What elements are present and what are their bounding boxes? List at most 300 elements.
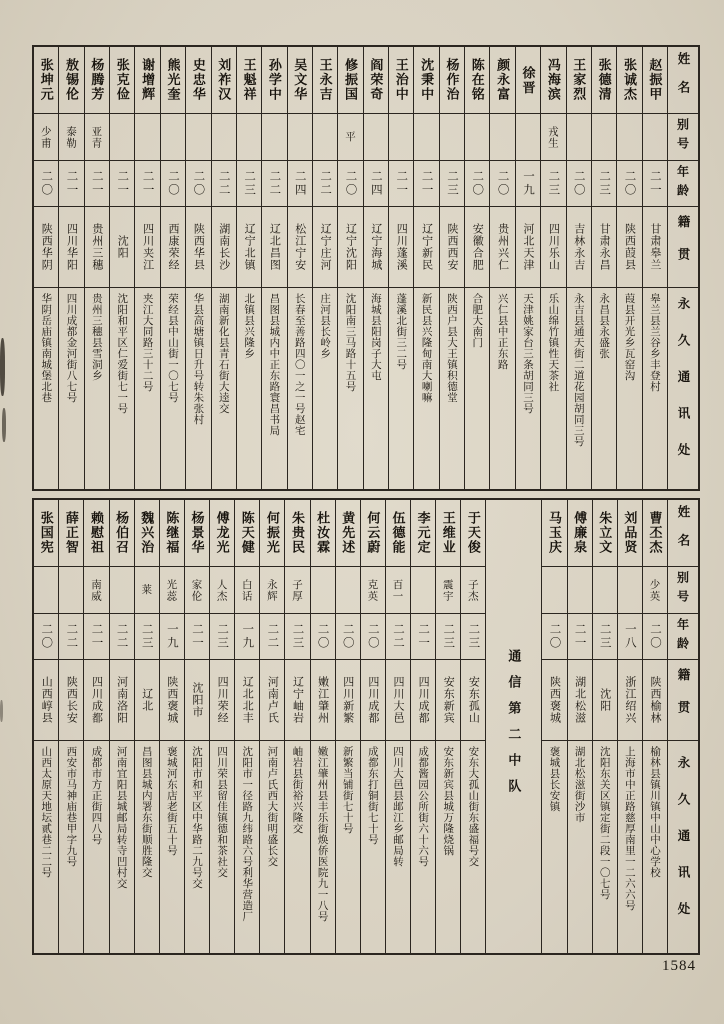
person-alias: [84, 567, 108, 614]
person-column: [388, 47, 413, 489]
person-name-text: 李元定: [415, 511, 431, 555]
person-address-text: 榆林县镇川镇中山中心学校: [648, 746, 661, 878]
person-alias: [235, 567, 259, 614]
person-name-text: 熊光奎: [165, 58, 181, 102]
person-address: [542, 741, 566, 953]
person-age: [161, 161, 185, 207]
person-column: [134, 47, 159, 489]
person-address-text: 新繁当铺街七十号: [341, 746, 354, 834]
person-native-text: 西康荣经: [166, 223, 179, 271]
person-alias-text: 震宇: [441, 578, 454, 602]
person-native-text: 辽宁岫岩: [291, 676, 304, 724]
person-alias: [85, 114, 109, 161]
person-native: [110, 207, 134, 288]
person-age-text: 二〇: [572, 170, 585, 197]
person-native: [186, 207, 210, 288]
person-alias: [338, 114, 362, 161]
person-column: [410, 500, 435, 953]
person-age-text: 二〇: [166, 170, 179, 197]
person-name-text: 王魁祥: [241, 58, 257, 102]
person-native: [592, 207, 616, 288]
person-name-text: 冯海滨: [545, 58, 561, 102]
person-alias: [186, 114, 210, 161]
person-native: [212, 207, 236, 288]
person-age: [237, 161, 261, 207]
person-native-text: 陕西西安: [445, 223, 458, 271]
person-native-text: 嫩江肇州: [316, 676, 329, 724]
person-name: [59, 500, 83, 567]
header-address-text: 永久通讯处: [676, 755, 690, 939]
person-age: [541, 161, 565, 207]
person-native-text: 四川荣经: [216, 676, 229, 724]
person-native: [34, 660, 58, 741]
person-address: [235, 741, 259, 953]
person-native-text: 陕西葭县: [623, 223, 636, 271]
person-column: [335, 500, 360, 953]
person-native: [617, 207, 641, 288]
person-column: [337, 47, 362, 489]
person-address: [262, 288, 286, 489]
person-column: [567, 500, 592, 953]
person-native-text: 安东新宾: [442, 676, 455, 724]
person-age-text: 二四: [293, 170, 306, 197]
person-age-text: 二一: [90, 623, 103, 650]
person-address: [212, 288, 236, 489]
person-address-text: 陕西户县大王镇积德堂: [445, 293, 458, 403]
person-name: [643, 47, 667, 114]
person-alias: [110, 114, 134, 161]
person-address: [338, 288, 362, 489]
header-name: [668, 500, 698, 567]
person-age-text: 二一: [141, 170, 154, 197]
person-native: [411, 660, 435, 741]
person-age: [288, 161, 312, 207]
person-native-text: 安东孤山: [467, 676, 480, 724]
person-address-text: 葭县开光乡瓦窑沟: [623, 293, 636, 381]
person-name: [110, 500, 134, 567]
person-alias-text: 子杰: [466, 578, 479, 602]
header-address-text: 永久通讯处: [676, 297, 690, 480]
person-age: [440, 161, 464, 207]
person-column: [642, 500, 667, 953]
person-column: [312, 47, 337, 489]
person-column: [591, 47, 616, 489]
person-age: [617, 161, 641, 207]
person-native-text: 贵州兴仁: [496, 223, 509, 271]
person-name-text: 杨景华: [189, 511, 205, 555]
person-address: [237, 288, 261, 489]
person-address: [186, 288, 210, 489]
person-alias: [568, 567, 592, 614]
person-native-text: 四川华阳: [65, 223, 78, 271]
person-name-text: 朱立文: [597, 511, 613, 555]
person-address-text: 沈阳市一径路九纬路六号利华营造厂: [241, 746, 254, 922]
person-native-text: 陕西褒城: [165, 676, 178, 724]
person-name: [411, 500, 435, 567]
person-native: [110, 660, 134, 741]
person-native-text: 陕西榆林: [648, 676, 661, 724]
person-native-text: 河南洛阳: [115, 676, 128, 724]
person-name: [541, 47, 565, 114]
person-alias: [436, 567, 460, 614]
header-age-text: 年龄: [675, 617, 690, 656]
person-name: [212, 47, 236, 114]
person-address-text: 四川大邑县䢺江乡邮局转: [391, 746, 404, 867]
person-native-text: 河北天津: [522, 223, 535, 271]
person-column: [34, 500, 58, 953]
person-native: [262, 207, 286, 288]
person-native-text: 四川新繁: [341, 676, 354, 724]
person-name: [313, 47, 337, 114]
person-alias: [411, 567, 435, 614]
person-native: [516, 207, 540, 288]
person-name-text: 傅廉泉: [572, 511, 588, 555]
person-column: [209, 500, 234, 953]
unit-label-text: 通信第二中队: [506, 648, 522, 805]
person-address-text: 沈阳南三马路十五号: [344, 293, 357, 392]
person-address: [313, 288, 337, 489]
person-alias-text: 亚青: [90, 125, 103, 149]
person-address: [568, 741, 592, 953]
person-address-text: 安东新宾县城万隆烧锅: [442, 746, 455, 856]
person-column: [109, 500, 134, 953]
person-native: [643, 660, 667, 741]
person-alias-text: 莱: [140, 584, 153, 596]
person-column: [616, 47, 641, 489]
person-name-text: 曹丕杰: [647, 511, 663, 555]
person-native: [389, 207, 413, 288]
person-age-text: 二〇: [366, 623, 379, 650]
roster-table-bottom: [32, 498, 700, 955]
person-age-text: 二二: [65, 623, 78, 650]
person-age: [567, 161, 591, 207]
person-age-text: 二三: [442, 623, 455, 650]
person-column: [592, 500, 617, 953]
person-native-text: 吉林永吉: [572, 223, 585, 271]
person-address-text: 褒城河东店老街五十号: [165, 746, 178, 856]
person-name-text: 史忠华: [190, 58, 206, 102]
header-age: [668, 614, 698, 660]
header-native: [668, 207, 698, 288]
person-name: [490, 47, 514, 114]
person-address-text: 四川荣县留佳镇德和茶社交: [216, 746, 229, 878]
person-column: [84, 47, 109, 489]
person-age-text: 二一: [648, 170, 661, 197]
person-name: [235, 500, 259, 567]
person-age: [160, 614, 184, 660]
person-alias-text: 平: [344, 131, 356, 143]
person-alias: [465, 114, 489, 161]
person-name-text: 王治中: [393, 58, 409, 102]
person-name-text: 张坤元: [38, 58, 54, 102]
person-age-text: 二〇: [341, 623, 354, 650]
person-alias-text: 永辉: [265, 578, 278, 602]
person-address: [160, 741, 184, 953]
person-address-text: 四川成都金河街八七号: [65, 293, 78, 403]
person-alias-text: 家伦: [190, 578, 203, 602]
person-age-text: 一九: [522, 170, 535, 197]
person-age: [210, 614, 234, 660]
person-age-text: 二三: [140, 623, 153, 650]
person-alias: [135, 114, 159, 161]
person-column: [236, 47, 261, 489]
person-alias: [161, 114, 185, 161]
person-native-text: 陕西华阴: [40, 223, 53, 271]
person-name-text: 张国宪: [38, 511, 54, 555]
person-name: [593, 500, 617, 567]
person-address-text: 嫩江肇州县丰乐街焕侨医院九一八号: [316, 746, 329, 922]
person-column: [363, 47, 388, 489]
person-address-text: 华阴岳庙镇南城堡北巷: [40, 293, 53, 403]
person-column: [160, 47, 185, 489]
person-native: [135, 660, 159, 741]
roster-table-top: [32, 45, 700, 491]
person-name: [262, 47, 286, 114]
header-native: [668, 660, 698, 741]
person-name-text: 刘祚汉: [216, 58, 232, 102]
person-native: [85, 207, 109, 288]
person-age-text: 二三: [467, 623, 480, 650]
person-column: [489, 47, 514, 489]
person-name: [311, 500, 335, 567]
person-name-text: 赵振甲: [647, 58, 663, 102]
person-age: [59, 161, 83, 207]
person-address-text: 褒城县长安镇: [548, 746, 561, 812]
person-age: [186, 161, 210, 207]
person-age: [135, 614, 159, 660]
person-native: [285, 660, 309, 741]
person-address: [516, 288, 540, 489]
header-alias: [668, 567, 698, 614]
person-address: [110, 288, 134, 489]
person-age: [411, 614, 435, 660]
person-address-text: 荣经县中山街一〇七号: [166, 293, 179, 403]
person-native: [84, 660, 108, 741]
person-native: [210, 660, 234, 741]
person-name: [110, 47, 134, 114]
person-name: [643, 500, 667, 567]
person-column: [385, 500, 410, 953]
person-column: [515, 47, 540, 489]
person-name-text: 于天俊: [465, 511, 481, 555]
person-alias-text: 人杰: [215, 578, 228, 602]
person-age-text: 二二: [266, 623, 279, 650]
person-alias: [643, 567, 667, 614]
person-name: [542, 500, 566, 567]
person-address: [361, 741, 385, 953]
person-native: [465, 207, 489, 288]
person-native: [361, 660, 385, 741]
person-age: [490, 161, 514, 207]
person-column: [642, 47, 667, 489]
person-address: [161, 288, 185, 489]
person-alias-text: 白话: [240, 578, 253, 602]
person-age-text: 二一: [190, 623, 203, 650]
person-column: [413, 47, 438, 489]
person-alias: [237, 114, 261, 161]
person-address-text: 夹江大同路三十二号: [141, 293, 154, 392]
person-native-text: 贵州三穗: [90, 223, 103, 271]
person-column: [284, 500, 309, 953]
person-address: [260, 741, 284, 953]
person-alias: [414, 114, 438, 161]
person-native-text: 安徽合肥: [471, 223, 484, 271]
person-alias: [210, 567, 234, 614]
header-name: [668, 47, 698, 114]
person-address: [567, 288, 591, 489]
person-native-text: 四川蓬溪: [395, 223, 408, 271]
person-address: [59, 741, 83, 953]
person-alias-text: 百一: [391, 578, 404, 602]
unit-label-column: [485, 500, 541, 953]
person-column: [464, 47, 489, 489]
person-name: [186, 47, 210, 114]
person-column: [211, 47, 236, 489]
person-native-text: 陕西长安: [65, 676, 78, 724]
person-age-text: 二〇: [496, 170, 509, 197]
person-address-text: 湖南新化县青石街大逵交: [217, 293, 230, 414]
person-name-text: 王家烈: [571, 58, 587, 102]
person-alias: [567, 114, 591, 161]
header-address: [668, 288, 698, 489]
person-age: [262, 161, 286, 207]
person-age: [461, 614, 485, 660]
person-native: [313, 207, 337, 288]
person-address: [34, 741, 58, 953]
person-name: [260, 500, 284, 567]
person-native: [436, 660, 460, 741]
person-native: [643, 207, 667, 288]
person-column: [58, 47, 83, 489]
person-address-text: 天津姚家台三条胡同三号: [522, 293, 535, 414]
person-name-text: 孙学中: [266, 58, 282, 102]
person-address-text: 皋兰县兰谷乡丰登村: [648, 293, 661, 392]
person-age: [110, 614, 134, 660]
person-column: [540, 47, 565, 489]
person-address-text: 上海市中正路慈厚南里一二六六号: [623, 746, 636, 911]
person-address: [85, 288, 109, 489]
person-name: [84, 500, 108, 567]
person-native-text: 沈阳市: [190, 682, 203, 718]
person-native-text: 沈阳: [598, 688, 611, 712]
person-native: [311, 660, 335, 741]
person-native: [237, 207, 261, 288]
person-native-text: 河南卢氏: [266, 676, 279, 724]
person-address: [490, 288, 514, 489]
person-age-text: 一九: [165, 623, 178, 650]
person-name-text: 王维业: [440, 511, 456, 555]
person-age: [436, 614, 460, 660]
person-age: [212, 161, 236, 207]
person-column: [259, 500, 284, 953]
person-native: [542, 660, 566, 741]
person-age-text: 二三: [243, 170, 256, 197]
person-native: [135, 207, 159, 288]
person-address: [465, 288, 489, 489]
person-name: [465, 47, 489, 114]
person-alias: [490, 114, 514, 161]
person-alias-text: 光蕊: [165, 578, 178, 602]
person-name-text: 杨伯召: [114, 511, 130, 555]
person-native-text: 辽宁沈阳: [344, 223, 357, 271]
person-address-text: 湖北松滋街沙市: [573, 746, 586, 823]
person-native: [618, 660, 642, 741]
person-age: [338, 161, 362, 207]
person-address-text: 永吉县通天街二道花园胡同三号: [572, 293, 585, 447]
person-alias: [110, 567, 134, 614]
header-age-text: 年龄: [675, 164, 690, 203]
person-age: [260, 614, 284, 660]
person-age-text: 二三: [547, 170, 560, 197]
person-address: [440, 288, 464, 489]
person-address: [84, 741, 108, 953]
person-name: [237, 47, 261, 114]
person-name-text: 黄先述: [340, 511, 356, 555]
person-age-text: 二三: [291, 623, 304, 650]
person-column: [159, 500, 184, 953]
person-age-text: 二二: [319, 170, 332, 197]
person-native: [235, 660, 259, 741]
person-native-text: 山西崞县: [40, 676, 53, 724]
person-address: [386, 741, 410, 953]
person-name-text: 张克俭: [114, 58, 130, 102]
person-name-text: 伍德能: [390, 511, 406, 555]
person-age: [34, 161, 58, 207]
person-name-text: 修振国: [343, 58, 358, 102]
person-native-text: 湖南长沙: [217, 223, 230, 271]
person-alias: [262, 114, 286, 161]
person-column: [134, 500, 159, 953]
person-name: [592, 47, 616, 114]
person-native: [288, 207, 312, 288]
header-alias: [668, 114, 698, 161]
person-age: [592, 161, 616, 207]
person-native: [185, 660, 209, 741]
person-native-text: 辽北北丰: [241, 676, 254, 724]
person-name: [567, 47, 591, 114]
person-age: [34, 614, 58, 660]
person-address-text: 河南宜阳县城邮局转寺凹村交: [115, 746, 128, 889]
person-address: [59, 288, 83, 489]
header-native-text: 籍贯: [676, 667, 690, 733]
person-column: [439, 47, 464, 489]
person-age-text: 二三: [216, 623, 229, 650]
person-address-text: 沈阳和平区仁爱街七一号: [116, 293, 129, 414]
person-alias: [212, 114, 236, 161]
person-column: [617, 500, 642, 953]
person-address-text: 昌图县城内中正东路寰昌书局: [268, 293, 281, 436]
person-address-text: 成都市方正街四八号: [90, 746, 103, 845]
person-name: [568, 500, 592, 567]
person-alias: [593, 567, 617, 614]
person-address-text: 山西太原天地坛贰巷二二号: [40, 746, 53, 878]
person-address: [389, 288, 413, 489]
person-address: [135, 741, 159, 953]
person-native-text: 辽宁新民: [420, 223, 433, 271]
person-age: [568, 614, 592, 660]
person-address-text: 蓬溪北街三二号: [395, 293, 408, 370]
person-address: [210, 741, 234, 953]
person-age-text: 二二: [268, 170, 281, 197]
person-native-text: 四川成都: [366, 676, 379, 724]
person-alias-text: 少甫: [39, 125, 52, 149]
person-age: [336, 614, 360, 660]
person-age-text: 二一: [65, 170, 78, 197]
person-name-text: 徐晋: [520, 65, 536, 95]
person-age-text: 二二: [217, 170, 230, 197]
person-alias: [389, 114, 413, 161]
person-alias: [336, 567, 360, 614]
